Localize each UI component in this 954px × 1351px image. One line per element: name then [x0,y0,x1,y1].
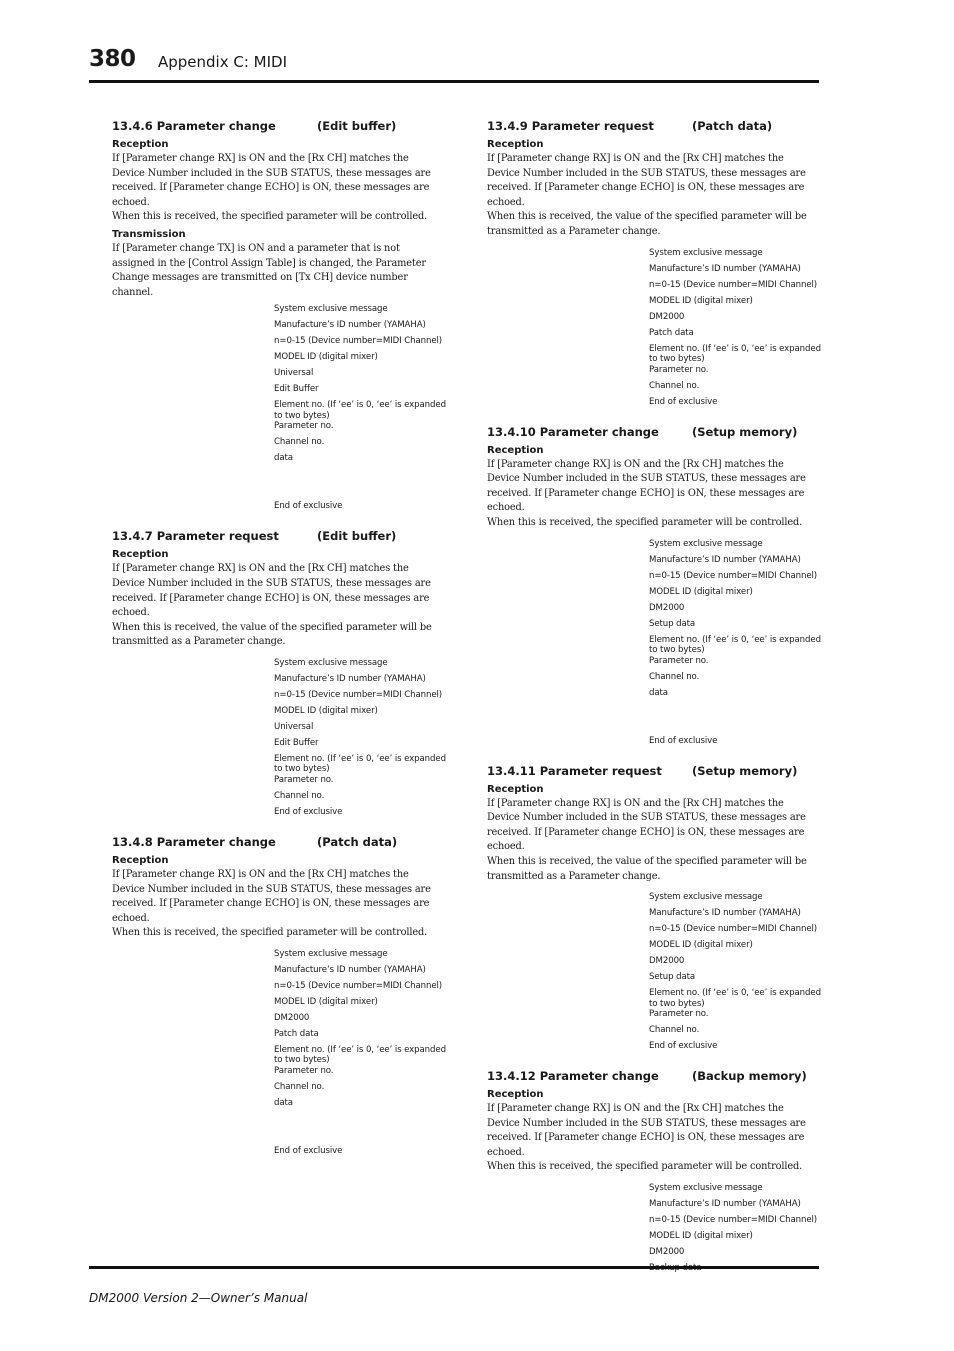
msg-line: data [274,453,293,464]
page-footer: DM2000 Version 2—Owner’s Manual [89,1291,308,1305]
msg-line: Channel no. [649,380,700,391]
msg-line: DM2000 [649,1247,685,1258]
msg-line: Manufacture’s ID number (YAMAHA) [649,554,801,565]
msg-line: End of exclusive [274,1145,343,1156]
section-heading [487,118,819,135]
reception-label: Reception [112,549,169,561]
msg-line: End of exclusive [649,1041,718,1052]
transmission-text: If [Parameter change TX] is ON and a parameter that is not assigned in the [Control Assign Table] is changed, the Parameter Change messages are transmitted on [Tx CH] device number channel. [112,242,426,298]
msg-line: System exclusive message [274,657,388,668]
msg-line: Parameter no. [649,655,709,666]
message-format [649,539,824,752]
msg-line: System exclusive message [649,892,763,903]
chapter-title: Appendix C: MIDI [158,53,288,71]
msg-line: Parameter no. [274,421,334,432]
msg-line: End of exclusive [274,501,343,512]
msg-line: Element no. (If ‘ee’ is 0, ‘ee’ is expanded to two bytes) [274,1044,446,1066]
section-heading [112,118,444,135]
msg-line: Edit Buffer [274,384,319,395]
section-heading [112,528,444,545]
reception-text: If [Parameter change RX] is ON and the [Rx CH] matches the Device Number included in the SUB STATUS, these messages are received. If [Parameter change ECHO] is ON, these messages are echoed. [487,1103,806,1158]
reception-text-2: When this is received, the value of the specified parameter will be transmitted as a Parameter change. [112,621,432,648]
msg-line: End of exclusive [274,806,343,817]
section-number: 13.4.9 Parameter request [487,119,654,133]
msg-line: n=0-15 (Device number=MIDI Channel) [274,980,443,991]
message-format [649,892,824,1057]
msg-line: n=0-15 (Device number=MIDI Channel) [649,924,818,935]
section-13-4-7 [112,528,444,823]
reception-text: If [Parameter change RX] is ON and the [Rx CH] matches the Device Number included in the SUB STATUS, these messages are received. If [Parameter change ECHO] is ON, these messages are echoed. [487,797,806,853]
section-heading [112,834,444,851]
msg-line: DM2000 [649,602,685,613]
msg-line: Patch data [649,327,694,338]
msg-line: data [274,1097,293,1108]
msg-line: Manufacture’s ID number (YAMAHA) [649,1199,801,1210]
header-rule [89,80,819,83]
msg-line: System exclusive message [274,948,388,959]
msg-line: DM2000 [274,1012,310,1023]
section-subtitle: (Patch data) [692,119,773,133]
page-number: 380 [89,46,136,72]
reception-label: Reception [487,1089,544,1101]
reception-text-2: When this is received, the specified parameter will be controlled. [487,516,803,528]
message-format [649,1183,824,1279]
reception-text-2: When this is received, the value of the specified parameter will be transmitted as a Parameter change. [487,855,807,882]
right-column [487,118,819,1279]
msg-line: Channel no. [274,1081,325,1092]
reception-text: If [Parameter change RX] is ON and the [Rx CH] matches the Device Number included in the SUB STATUS, these messages are received. If [Parameter change ECHO] is ON, these messages are echoed. [487,153,806,208]
msg-line: End of exclusive [649,735,718,746]
msg-line: Channel no. [274,437,325,448]
msg-line: Element no. (If ‘ee’ is 0, ‘ee’ is expanded to two bytes) [649,988,821,1009]
msg-line: Universal [274,368,314,379]
msg-line: n=0-15 (Device number=MIDI Channel) [649,279,818,290]
msg-line: n=0-15 (Device number=MIDI Channel) [274,336,443,347]
reception-text-2: When this is received, the specified parameter will be controlled. [487,1161,803,1173]
message-format [274,304,449,517]
msg-line: MODEL ID (digital mixer) [274,352,378,363]
msg-line: System exclusive message [649,247,763,258]
message-format [274,949,449,1162]
msg-line: Setup data [649,972,696,983]
section-13-4-9 [487,118,819,413]
section-13-4-12 [487,1068,819,1279]
section-number: 13.4.8 Parameter change [112,834,276,849]
section-subtitle: (Setup memory) [692,424,798,439]
msg-line: n=0-15 (Device number=MIDI Channel) [649,570,818,581]
section-heading [487,763,819,780]
section-heading [487,424,819,441]
msg-line: DM2000 [649,956,685,967]
section-number: 13.4.6 Parameter change [112,119,276,133]
section-subtitle: (Edit buffer) [317,119,397,133]
reception-label: Reception [487,444,544,456]
section-13-4-10 [487,424,819,752]
section-13-4-8 [112,834,444,1162]
msg-line: System exclusive message [649,1183,763,1194]
msg-line: Manufacture’s ID number (YAMAHA) [649,263,801,274]
msg-line: Universal [274,721,314,732]
msg-line: Channel no. [274,790,325,801]
msg-line: n=0-15 (Device number=MIDI Channel) [274,689,443,700]
reception-text: If [Parameter change RX] is ON and the [Rx CH] matches the Device Number included in the SUB STATUS, these messages are received. If [Parameter change ECHO] is ON, these messages are echoed. [112,868,431,924]
msg-line: data [649,687,668,698]
section-number: 13.4.7 Parameter request [112,529,279,544]
reception-text: If [Parameter change RX] is ON and the [Rx CH] matches the Device Number included in the SUB STATUS, these messages are received. If [Parameter change ECHO] is ON, these messages are echoed. [112,563,431,619]
transmission-label: Transmission [112,228,186,240]
msg-line: Element no. (If ‘ee’ is 0, ‘ee’ is expanded to two bytes) [649,634,821,656]
section-13-4-6 [112,118,444,517]
section-subtitle: (Patch data) [317,834,398,849]
msg-line: System exclusive message [649,538,763,549]
msg-line: Channel no. [649,1025,700,1036]
message-format [649,248,824,413]
page-header [89,44,819,84]
reception-label: Reception [487,139,544,150]
reception-label: Reception [487,783,544,795]
section-subtitle: (Backup memory) [692,1069,807,1084]
footer-rule [89,1266,819,1269]
msg-line: MODEL ID (digital mixer) [649,940,753,951]
msg-line: Element no. (If ‘ee’ is 0, ‘ee’ is expanded to two bytes) [274,753,446,775]
msg-line: MODEL ID (digital mixer) [274,996,378,1007]
msg-line: Manufacture’s ID number (YAMAHA) [274,320,426,331]
msg-line: DM2000 [649,311,685,322]
reception-label: Reception [112,139,169,150]
msg-line: n=0-15 (Device number=MIDI Channel) [649,1215,818,1226]
section-subtitle: (Setup memory) [692,763,798,778]
reception-label: Reception [112,854,169,866]
msg-line: MODEL ID (digital mixer) [649,586,753,597]
msg-line: Manufacture’s ID number (YAMAHA) [274,673,426,684]
msg-line: MODEL ID (digital mixer) [649,295,753,306]
reception-text-2: When this is received, the specified parameter will be controlled. [112,927,428,939]
section-13-4-11 [487,763,819,1058]
msg-line: Channel no. [649,671,700,682]
message-format [274,658,449,823]
reception-text-2: When this is received, the specified parameter will be controlled. [112,211,428,223]
msg-line: Parameter no. [649,364,709,375]
reception-text-2: When this is received, the value of the specified parameter will be transmitted as a Parameter change. [487,211,807,237]
msg-line: Parameter no. [274,1065,334,1076]
msg-line: Element no. (If ‘ee’ is 0, ‘ee’ is expanded to two bytes) [649,343,821,365]
msg-line: Element no. (If ‘ee’ is 0, ‘ee’ is expanded to two bytes) [274,400,446,421]
msg-line: Manufacture’s ID number (YAMAHA) [649,908,801,919]
section-number: 13.4.11 Parameter request [487,763,662,778]
msg-line: MODEL ID (digital mixer) [649,1231,753,1242]
msg-line: End of exclusive [649,396,718,407]
msg-line: Patch data [274,1028,319,1039]
section-subtitle: (Edit buffer) [317,529,397,544]
left-column [112,118,444,1162]
reception-text: If [Parameter change RX] is ON and the [Rx CH] matches the Device Number included in the SUB STATUS, these messages are received. If [Parameter change ECHO] is ON, these messages are echoed. [487,458,806,514]
msg-line: System exclusive message [274,304,388,315]
msg-line: Setup data [649,618,696,629]
msg-line: Parameter no. [274,774,334,785]
section-heading [487,1068,819,1085]
msg-line: Manufacture’s ID number (YAMAHA) [274,964,426,975]
msg-line: Parameter no. [649,1009,709,1020]
reception-text: If [Parameter change RX] is ON and the [Rx CH] matches the Device Number included in the SUB STATUS, these messages are received. If [Parameter change ECHO] is ON, these messages are echoed. [112,153,431,208]
section-number: 13.4.12 Parameter change [487,1069,659,1084]
section-number: 13.4.10 Parameter change [487,424,659,439]
msg-line: MODEL ID (digital mixer) [274,705,378,716]
msg-line: Edit Buffer [274,737,319,748]
